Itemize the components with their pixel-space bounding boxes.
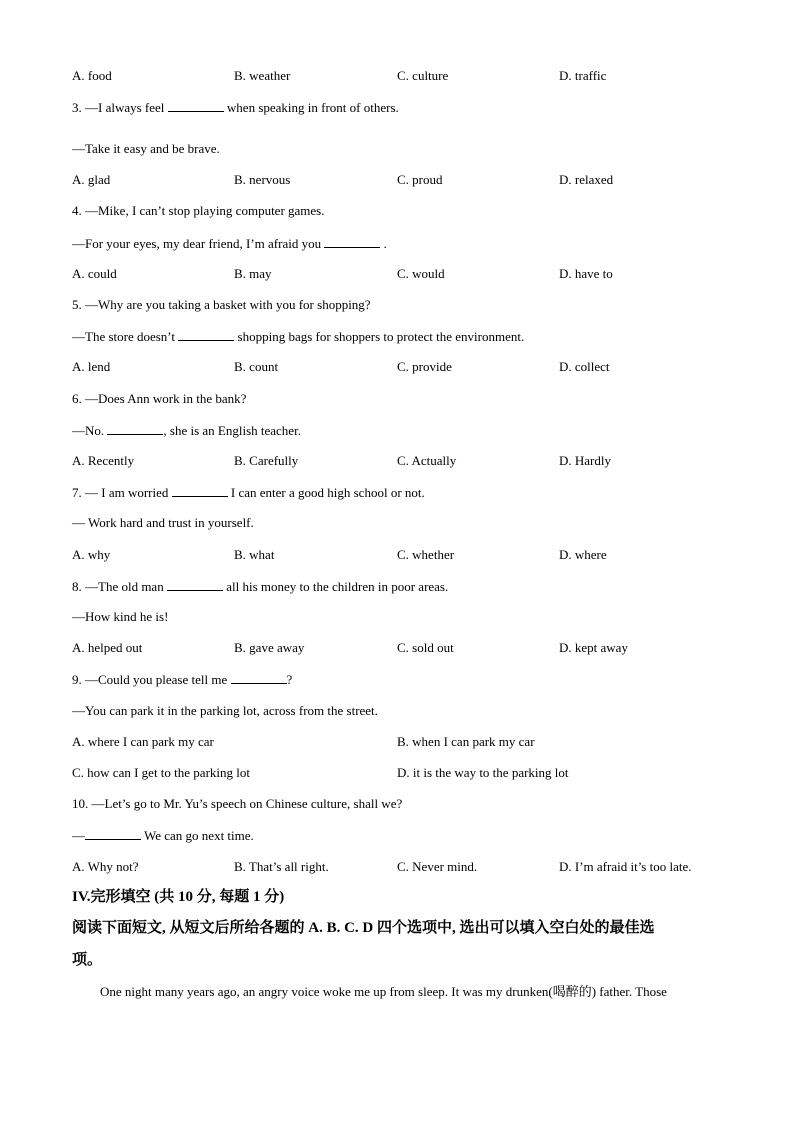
option-d: D. Hardly: [559, 453, 611, 468]
option-b: B. when I can park my car: [397, 734, 535, 749]
option-c: C. would: [397, 266, 445, 281]
option-d: D. kept away: [559, 640, 628, 655]
option-a: A. Why not?: [72, 859, 139, 874]
option-a: A. Recently: [72, 453, 135, 468]
option-b: B. what: [234, 547, 275, 562]
option-c: C. how can I get to the parking lot: [72, 765, 250, 780]
option-b: B. count: [234, 359, 279, 374]
question-9-stem: 9. —Could you please tell me ?: [72, 672, 293, 687]
option-a: A. why: [72, 547, 111, 562]
answer-blank: [231, 671, 287, 684]
option-c: C. culture: [397, 68, 449, 83]
question-5-stem: 5. —Why are you taking a basket with you for shopping?: [72, 297, 371, 312]
option-a: A. could: [72, 266, 117, 281]
option-b: B. That’s all right.: [234, 859, 329, 874]
section-heading: IV.完形填空 (共 10 分, 每题 1 分): [72, 889, 285, 905]
passage-first-line: One night many years ago, an angry voice woke me up from sleep. It was my drunken(喝醉的) father. Those: [100, 984, 667, 999]
option-a: A. lend: [72, 359, 111, 374]
question-7-stem: 7. — I am worried I can enter a good high school or not.: [72, 485, 425, 500]
option-b: B. weather: [234, 68, 291, 83]
section-instruction: 阅读下面短文, 从短文后所给各题的 A. B. C. D 四个选项中, 选出可以填入空白处的最佳选: [72, 920, 655, 936]
answer-blank: [324, 235, 380, 248]
question-10-reply: — We can go next time.: [72, 828, 254, 843]
option-c: C. Actually: [397, 453, 457, 468]
question-6-reply: —No. , she is an English teacher.: [72, 423, 301, 438]
question-8-reply: —How kind he is!: [72, 609, 169, 624]
option-c: C. whether: [397, 547, 455, 562]
question-5-reply: —The store doesn’t shopping bags for shoppers to protect the environment.: [72, 329, 525, 344]
option-d: D. traffic: [559, 68, 607, 83]
question-3-reply: —Take it easy and be brave.: [72, 141, 220, 156]
option-b: B. Carefully: [234, 453, 299, 468]
question-4-stem: 4. —Mike, I can’t stop playing computer games.: [72, 203, 325, 218]
answer-blank: [107, 422, 163, 435]
section-instruction-continued: 项。: [72, 952, 103, 968]
question-3-stem: 3. —I always feel when speaking in front of others.: [72, 100, 399, 115]
answer-blank: [168, 99, 224, 112]
option-c: C. proud: [397, 172, 443, 187]
question-10-stem: 10. —Let’s go to Mr. Yu’s speech on Chinese culture, shall we?: [72, 796, 403, 811]
answer-blank: [167, 578, 223, 591]
option-c: C. sold out: [397, 640, 454, 655]
answer-blank: [178, 328, 234, 341]
question-7-reply: — Work hard and trust in yourself.: [72, 515, 254, 530]
option-c: C. Never mind.: [397, 859, 478, 874]
question-4-reply: —For your eyes, my dear friend, I’m afraid you .: [72, 236, 387, 251]
option-a: A. glad: [72, 172, 111, 187]
option-d: D. have to: [559, 266, 613, 281]
question-6-stem: 6. —Does Ann work in the bank?: [72, 391, 247, 406]
option-c: C. provide: [397, 359, 452, 374]
option-d: D. collect: [559, 359, 610, 374]
answer-blank: [85, 827, 141, 840]
option-d: D. it is the way to the parking lot: [397, 765, 569, 780]
option-a: A. helped out: [72, 640, 143, 655]
option-d: D. I’m afraid it’s too late.: [559, 859, 692, 874]
question-9-reply: —You can park it in the parking lot, across from the street.: [72, 703, 378, 718]
option-d: D. relaxed: [559, 172, 614, 187]
option-b: B. nervous: [234, 172, 291, 187]
option-b: B. gave away: [234, 640, 305, 655]
option-d: D. where: [559, 547, 607, 562]
answer-blank: [172, 484, 228, 497]
question-8-stem: 8. —The old man all his money to the children in poor areas.: [72, 579, 449, 594]
option-a: A. where I can park my car: [72, 734, 214, 749]
option-b: B. may: [234, 266, 272, 281]
option-a: A. food: [72, 68, 112, 83]
